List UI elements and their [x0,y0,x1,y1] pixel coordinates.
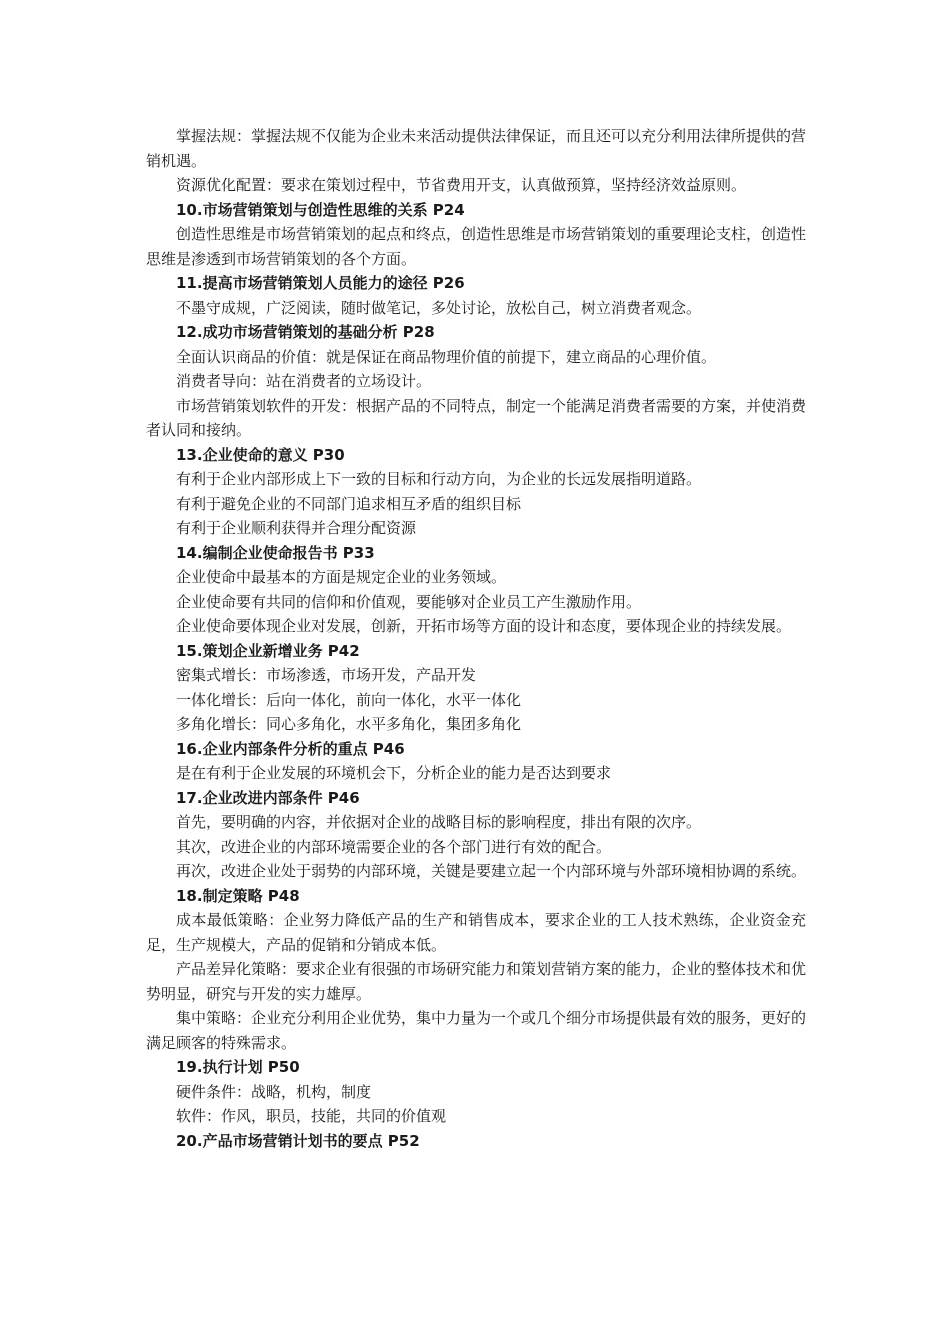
paragraph: 不墨守成规，广泛阅读，随时做笔记，多处讨论，放松自己，树立消费者观念。 [176,298,702,317]
section-heading: 16.企业内部条件分析的重点 P46 [176,739,405,758]
paragraph: 产品差异化策略：要求企业有很强的市场研究能力和策划营销方案的能力，企业的整体技术和优势明显，研究与开发的实力雄厚。 [146,960,807,1003]
paragraph: 有利于企业内部形成上下一致的目标和行动方向，为企业的长远发展指明道路。 [176,470,702,488]
section-heading: 10.市场营销策划与创造性思维的关系 P24 [176,200,465,219]
paragraph: 有利于避免企业的不同部门追求相互矛盾的组织目标 [176,494,522,513]
paragraph: 密集式增长：市场渗透，市场开发，产品开发 [176,666,477,684]
paragraph: 企业使命要有共同的信仰和价值观，要能够对企业员工产生激励作用。 [176,592,642,611]
section-heading: 19.执行计划 P50 [176,1058,300,1076]
paragraph: 企业使命要体现企业对发展，创新，开拓市场等方面的设计和态度，要体现企业的持续发展。 [176,617,792,635]
paragraph: 市场营销策划软件的开发：根据产品的不同特点，制定一个能满足消费者需要的方案，并使消费者认同和接纳。 [146,396,807,439]
section-heading: 18.制定策略 P48 [176,886,300,905]
section-heading: 13.企业使命的意义 P30 [176,445,345,464]
paragraph: 创造性思维是市场营销策划的起点和终点，创造性思维是市场营销策划的重要理论支柱，创造性思维是渗透到市场营销策划的各个方面。 [146,225,807,268]
paragraph: 多角化增长：同心多角化，水平多角化，集团多角化 [176,715,522,733]
section-heading: 14.编制企业使命报告书 P33 [176,543,375,562]
paragraph: 掌握法规：掌握法规不仅能为企业未来活动提供法律保证，而且还可以充分利用法律所提供的营销机遇。 [146,127,807,170]
section-heading: 20.产品市场营销计划书的要点 P52 [176,1131,420,1150]
paragraph: 成本最低策略：企业努力降低产品的生产和销售成本，要求企业的工人技术熟练，企业资金充足，生产规模大，产品的促销和分销成本低。 [146,911,806,954]
section-heading: 12.成功市场营销策划的基础分析 P28 [176,323,435,341]
paragraph: 一体化增长：后向一体化，前向一体化，水平一体化 [176,690,522,709]
paragraph: 消费者导向：站在消费者的立场设计。 [176,372,432,390]
paragraph: 企业使命中最基本的方面是规定企业的业务领域。 [176,568,507,586]
section-heading: 15.策划企业新增业务 P42 [176,641,360,660]
paragraph: 有利于企业顺利获得并合理分配资源 [176,519,417,537]
paragraph: 再次，改进企业处于弱势的内部环境，关键是要建立起一个内部环境与外部环境相协调的系统。 [176,862,807,880]
paragraph: 全面认识商品的价值：就是保证在商品物理价值的前提下，建立商品的心理价值。 [176,347,717,366]
paragraph: 是在有利于企业发展的环境机会下，分析企业的能力是否达到要求 [176,764,612,782]
section-heading: 17.企业改进内部条件 P46 [176,788,360,807]
document-body [146,124,806,1153]
paragraph: 首先，要明确的内容，并依据对企业的战略目标的影响程度，排出有限的次序。 [176,813,702,831]
paragraph: 硬件条件：战略，机构，制度 [176,1082,372,1101]
section-heading: 11.提高市场营销策划人员能力的途径 P26 [176,274,465,292]
paragraph: 其次，改进企业的内部环境需要企业的各个部门进行有效的配合。 [176,837,612,856]
paragraph: 软件：作风，职员，技能，共同的价值观 [176,1107,447,1125]
paragraph: 资源优化配置：要求在策划过程中，节省费用开支，认真做预算，坚持经济效益原则。 [176,176,747,194]
paragraph: 集中策略：企业充分利用企业优势，集中力量为一个或几个细分市场提供最有效的服务，更好的满足顾客的特殊需求。 [146,1009,807,1052]
